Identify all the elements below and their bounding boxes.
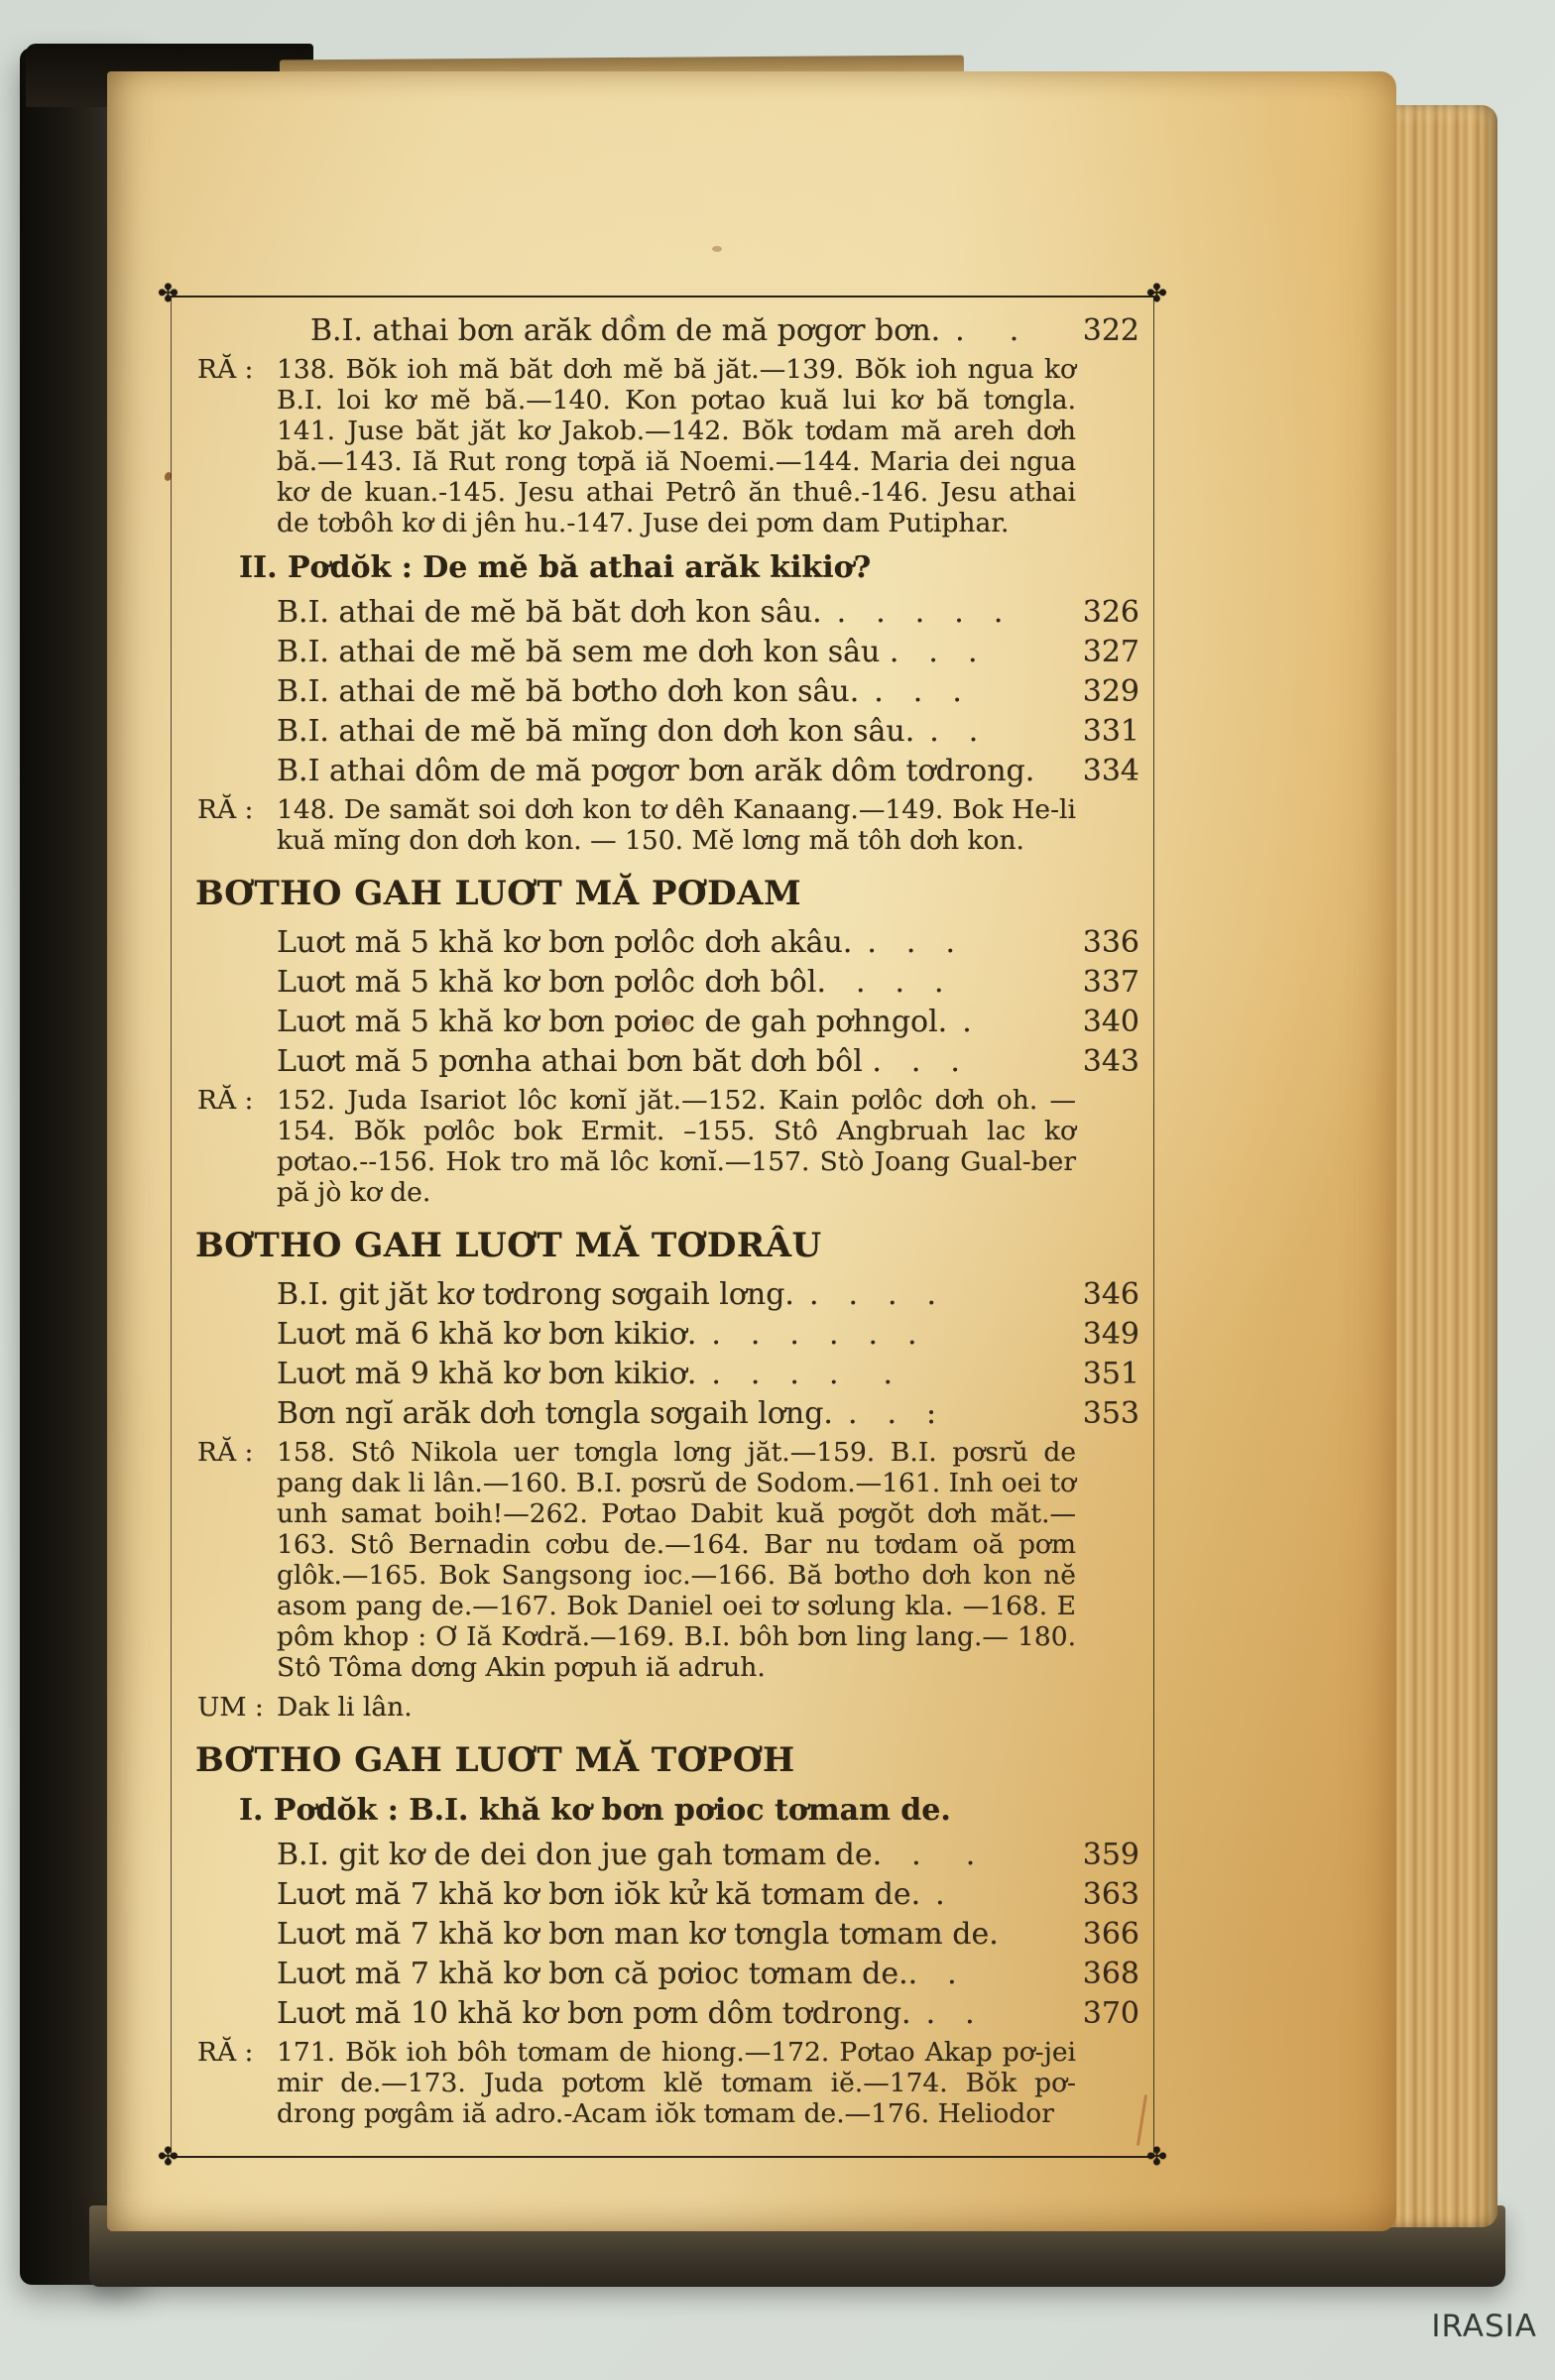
toc-entry-page-number: 346: [1082, 1277, 1139, 1312]
toc-entry-page-number: 336: [1082, 925, 1139, 960]
toc-entry-text: Luơt mă 7 khă kơ bơn iŏk kử kă tơmam de. .: [277, 1877, 945, 1912]
reference-text: 158. Stô Nikola uer tơngla lơng jăt.—159. B.I. pơsrŭ de pang dak li lân.—160. B.I. pơsrŭ de Sodom.—161. Inh oei tơ unh samat boih!—262. Pơtao Dabit kuă pơgŏt dơh măt.—163. Stô Bernadin cơbu de.—164. Bar nu tơdam oă pơm glôk.—165. Bok Sangsong ioc.—166. Bă bơtho dơh kon nĕ asom pang de.—167. Bok Daniel oei tơ sơlung kla. —168. E pôm khop : Ơ Iă Kơdră.—169. B.I. bôh bơn ling lang.— 180. Stô Tôma dơng Akin pơpuh iă adruh.: [277, 1437, 1076, 1683]
toc-entry: [195, 923, 1139, 963]
toc-entry-text: Luơt mă 5 khă kơ bơn pơlôc dơh akâu. . . .: [277, 925, 956, 960]
toc-frame: [158, 279, 1167, 2171]
section-subheading: I. Pơdŏk : B.I. khă kơ bơn pơioc tơmam de.: [239, 1793, 951, 1828]
reference-text: 171. Bŏk ioh bôh tơmam de hiong.—172. Pơtao Akap pơ-jei mir de.—173. Juda pơtơm klĕ tơmam iĕ.—174. Bŏk pơ-drong pơgâm iă adro.-Acam iŏk tơmam de.—176. Heliodor: [277, 2037, 1076, 2129]
toc-blocks: [172, 298, 1153, 2156]
toc-entry-text: B.I. athai de mĕ bă mĭng don dơh kon sâu. . .: [277, 714, 979, 749]
scanned-book: [20, 48, 1495, 2287]
irasia-watermark: IRASIA: [1431, 2309, 1537, 2344]
toc-entry: [195, 1275, 1139, 1315]
reference-paragraph: [195, 354, 1139, 538]
toc-entry-page-number: 329: [1082, 674, 1139, 709]
corner-ornament-icon: ✤: [158, 279, 179, 307]
section-heading: BƠTHO GAH LUƠT MĂ TƠPƠH: [195, 1740, 795, 1780]
toc-entry: [195, 1994, 1139, 2034]
corner-ornament-icon: ✤: [1146, 279, 1167, 307]
book-page: [107, 71, 1396, 2231]
toc-entry-text: Luơt mă 5 pơnha athai bơn băt dơh bôl . . .: [277, 1044, 960, 1079]
toc-entry: [195, 1955, 1139, 1994]
toc-entry-text: Bơn ngĭ arăk dơh tơngla sơgaih lơng. . . :: [277, 1396, 937, 1431]
toc-entry-text: B.I. git kơ de dei don jue gah tơmam de. . .: [277, 1838, 976, 1872]
toc-entry: [195, 1355, 1139, 1394]
toc-entry-page-number: 359: [1082, 1838, 1139, 1872]
toc-entry-page-number: 334: [1082, 754, 1139, 788]
toc-entry-text: Luơt mă 6 khă kơ bơn kikiơ. . . . . . .: [277, 1317, 917, 1352]
toc-entry: [195, 712, 1139, 752]
toc-entry-text: Luơt mă 5 khă kơ bơn pơioc de gah pơhngol. .: [277, 1005, 972, 1039]
toc-entry-text: Luơt mă 10 khă kơ bơn pơm dôm tơdrong. . .: [277, 1996, 975, 2031]
toc-entry-text: B.I athai dôm de mă pơgơr bơn arăk dôm tơdrong.: [277, 754, 1035, 788]
reference-label: RĂ :: [197, 794, 254, 825]
toc-entry: [195, 963, 1139, 1003]
toc-entry-text: B.I. athai de mĕ bă sem me dơh kon sâu . . .: [277, 635, 978, 669]
toc-entry: [195, 672, 1139, 712]
toc-entry: [195, 1003, 1139, 1042]
reference-text: 148. De samăt soi dơh kon tơ dêh Kanaang.—149. Bok He-li kuă mĭng don dơh kon. — 150. Mĕ lơng mă tôh dơh kon.: [277, 794, 1076, 856]
toc-entry: [195, 1836, 1139, 1875]
toc-entry-page-number: 351: [1082, 1357, 1139, 1391]
reference-paragraph: [195, 1437, 1139, 1683]
reference-text: 152. Juda Isariot lôc kơnĭ jăt.—152. Kain pơlôc dơh oh. —154. Bŏk pơlôc bok Ermit. –155. Stô Angbruah lac kơ pơtao.--156. Hok tro mă lôc kơnĭ.—157. Stò Joang Gual-ber pă jò kơ de.: [277, 1085, 1076, 1208]
reference-paragraph: [195, 794, 1139, 856]
reference-label: RĂ :: [197, 1437, 254, 1468]
toc-entry-page-number: 340: [1082, 1005, 1139, 1039]
reference-label: RĂ :: [197, 354, 254, 385]
toc-entry-page-number: 353: [1082, 1396, 1139, 1431]
reference-paragraph: [195, 1692, 1139, 1723]
section-heading: BƠTHO GAH LUƠT MĂ TƠDRÂU: [195, 1226, 822, 1265]
reference-label: RĂ :: [197, 1085, 254, 1116]
corner-ornament-icon: ✤: [158, 2142, 179, 2171]
toc-entry-page-number: 331: [1082, 714, 1139, 749]
reference-text: 138. Bŏk ioh mă băt dơh mĕ bă jăt.—139. Bŏk ioh ngua kơ B.I. loi kơ mĕ bă.—140. Kon pơtao kuă lui kơ bă tơngla. 141. Juse băt jăt kơ Jakob.—142. Bŏk tơdam mă areh dơh bă.—143. Iă Rut rong tơpă iă Noemi.—144. Maria dei ngua kơ de kuan.-145. Jesu athai Petrô ăn thuê.-146. Jesu athai de tơbôh kơ di jên hu.-147. Juse dei pơm dam Putiphar.: [277, 354, 1076, 538]
toc-entry: [195, 1394, 1139, 1434]
reference-paragraph: [195, 1085, 1139, 1208]
toc-entry-page-number: 322: [1082, 313, 1139, 348]
toc-entry-page-number: 337: [1082, 965, 1139, 1000]
toc-entry-page-number: 327: [1082, 635, 1139, 669]
toc-entry: [195, 752, 1139, 791]
reference-paragraph: [195, 2037, 1139, 2129]
toc-entry-page-number: 349: [1082, 1317, 1139, 1352]
toc-entry-text: Luơt mă 7 khă kơ bơn man kơ tơngla tơmam de.: [277, 1917, 999, 1952]
page-edge-stack: [1386, 105, 1497, 2227]
toc-entry-text: B.I. athai de mĕ bă bơtho dơh kon sâu. . . .: [277, 674, 962, 709]
section-subheading: II. Pơdŏk : De mĕ bă athai arăk kikiơ?: [239, 550, 872, 585]
toc-entry-text: Luơt mă 7 khă kơ bơn că pơioc tơmam de.. .: [277, 1957, 957, 1991]
toc-entry-page-number: 326: [1082, 595, 1139, 630]
toc-entry: [195, 1915, 1139, 1955]
paper-stain: [712, 246, 722, 252]
reference-label: RĂ :: [197, 2037, 254, 2068]
reference-label: UM :: [197, 1692, 264, 1723]
toc-entry: [195, 1315, 1139, 1355]
toc-entry-page-number: 363: [1082, 1877, 1139, 1912]
toc-entry-page-number: 366: [1082, 1917, 1139, 1952]
toc-entry: [195, 593, 1139, 633]
toc-entry-text: B.I. git jăt kơ tơdrong sơgaih lơng. . . . .: [277, 1277, 937, 1312]
toc-entry-text: B.I. athai de mĕ bă băt dơh kon sâu. . . . . .: [277, 595, 1004, 630]
toc-entry: [195, 311, 1139, 351]
toc-entry-page-number: 343: [1082, 1044, 1139, 1079]
toc-entry-text: Luơt mă 9 khă kơ bơn kikiơ. . . . . .: [277, 1357, 894, 1391]
reference-text: Dak li lân.: [277, 1692, 413, 1723]
toc-entry-page-number: 368: [1082, 1957, 1139, 1991]
toc-entry: [195, 1875, 1139, 1915]
toc-entry: [195, 1042, 1139, 1082]
toc-entry-text: B.I. athai bơn arăk dồm de mă pơgơr bơn. . .: [310, 313, 1019, 348]
toc-entry-page-number: 370: [1082, 1996, 1139, 2031]
toc-entry-text: Luơt mă 5 khă kơ bơn pơlôc dơh bôl. . . .: [277, 965, 944, 1000]
corner-ornament-icon: ✤: [1146, 2142, 1167, 2171]
toc-entry: [195, 633, 1139, 672]
section-heading: BƠTHO GAH LUƠT MĂ PƠDAM: [195, 874, 802, 913]
